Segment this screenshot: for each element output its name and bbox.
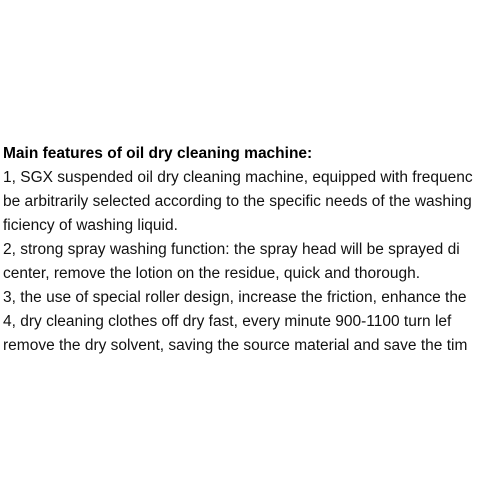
text-line: 4, dry cleaning clothes off dry fast, every minute 900-1100 turn lef bbox=[3, 313, 452, 330]
heading: Main features of oil dry cleaning machine: bbox=[3, 145, 313, 162]
text-line: be arbitrarily selected according to the specific needs of the washing bbox=[3, 193, 472, 210]
text-line: 1, SGX suspended oil dry cleaning machine, equipped with frequenc bbox=[3, 169, 473, 186]
text-line: 2, strong spray washing function: the spray head will be sprayed di bbox=[3, 241, 460, 258]
text-line: center, remove the lotion on the residue, quick and thorough. bbox=[3, 265, 421, 282]
text-line: remove the dry solvent, saving the source material and save the tim bbox=[3, 337, 468, 354]
text-line: 3, the use of special roller design, increase the friction, enhance the bbox=[3, 289, 467, 306]
text-line: ficiency of washing liquid. bbox=[3, 217, 178, 234]
feature-text-block bbox=[3, 142, 500, 358]
